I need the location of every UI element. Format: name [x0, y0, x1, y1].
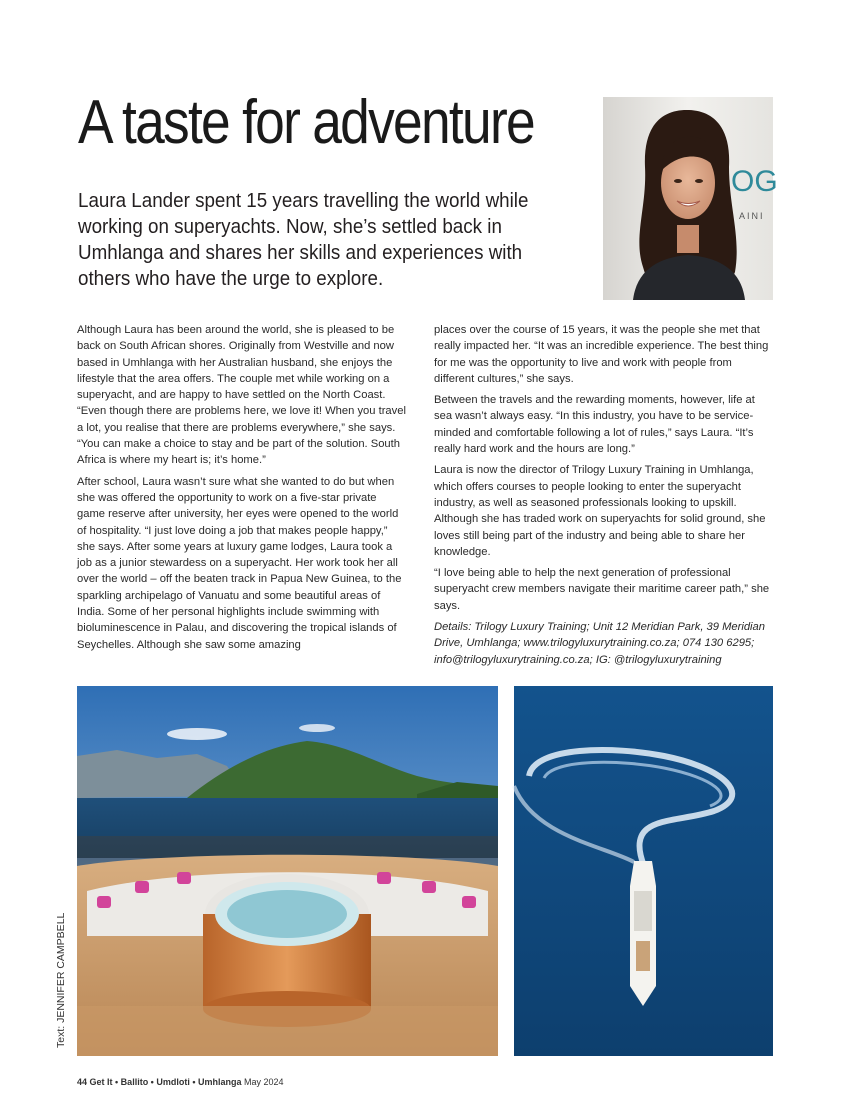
article-title: A taste for adventure — [78, 88, 534, 157]
yacht-aerial-illustration — [514, 686, 773, 1056]
article-intro: Laura Lander spent 15 years travelling the world while working on superyachts. Now, she’s settled back in Umhlanga and shares her skills and experiences with others who have the urge to explore. — [78, 190, 529, 290]
body-paragraph: Although Laura has been around the world, she is pleased to be back on South African shores. Originally from Westville and now based in Umhlanga with her Australian husband, she enjoys the lifestyle that the area offers. The couple met while working on a superyacht, and are happy to have settled on the North Coast. “Even though there are problems here, we love it! When you travel a lot, you realise that there are problems everywhere,” she says. “You can make a choice to stay and be part of the solution. South Africa is where my heart is; it’s home.” — [77, 324, 406, 467]
page-footer — [77, 1077, 284, 1087]
portrait-photo — [603, 97, 778, 300]
details-paragraph: Details: Trilogy Luxury Training; Unit 12 Meridian Park, 39 Meridian Drive, Umhlanga; www.trilogyluxurytraining.co.za; 074 130 6295; info@trilogyluxurytraining.co.za; IG: @trilogyluxurytraining — [434, 621, 765, 666]
author-credit: Text: JENNIFER CAMPBELL — [55, 912, 67, 1048]
issue-date: May 2024 — [244, 1077, 284, 1087]
page-number: 44 — [77, 1077, 88, 1087]
yacht-deck-photo — [77, 686, 498, 1056]
portrait-sign-subtext: AINI — [739, 211, 765, 221]
publication-name: Get It • Ballito • Umdloti • Umhlanga — [89, 1077, 242, 1087]
yacht-deck-illustration — [77, 686, 498, 1056]
body-paragraph: Laura is now the director of Trilogy Luxury Training in Umhlanga, which offers courses to people looking to enter the superyacht industry, as well as seasoned professionals looking to upskill. Although she has traded work on superyachts for solid ground, she loves still being part of the industry and being able to share her knowledge. — [434, 464, 766, 558]
article-column-1 — [77, 322, 407, 658]
yacht-aerial-photo — [514, 686, 773, 1056]
portrait-sign-text: OG — [731, 165, 778, 198]
portrait-illustration — [603, 97, 778, 300]
body-paragraph: Between the travels and the rewarding moments, however, life at sea wasn’t always easy. “In this industry, you have to be service-minded and comfortable following a lot of rules,” says Laura. “It’s really hard work and the hours are long.” — [434, 394, 755, 456]
body-paragraph: places over the course of 15 years, it was the people she met that really impacted her. “It was an incredible experience. The best thing for me was the opportunity to live and work with people from different cultures,” she says. — [434, 324, 769, 385]
body-paragraph: After school, Laura wasn’t sure what she wanted to do but when she was offered the opportunity to work on a five-star private game reserve after university, her eyes were opened to the world of hospitality. “I just love doing a job that makes people happy,” she says. After some years at luxury game lodges, Laura took a job as a junior stewardess on a superyacht. Her work took her all over the world – off the beaten track in Papua New Guinea, to the sparkling archipelago of Vanuatu and some beautiful areas of India. Some of her personal highlights include swimming with bioluminescence in Palau, and discovering the tropical islands of Seychelles. Although she saw some amazing — [77, 475, 402, 651]
body-paragraph: “I love being able to help the next generation of professional superyacht crew members navigate their maritime career path,” she says. — [434, 567, 770, 612]
article-column-2 — [434, 322, 774, 673]
